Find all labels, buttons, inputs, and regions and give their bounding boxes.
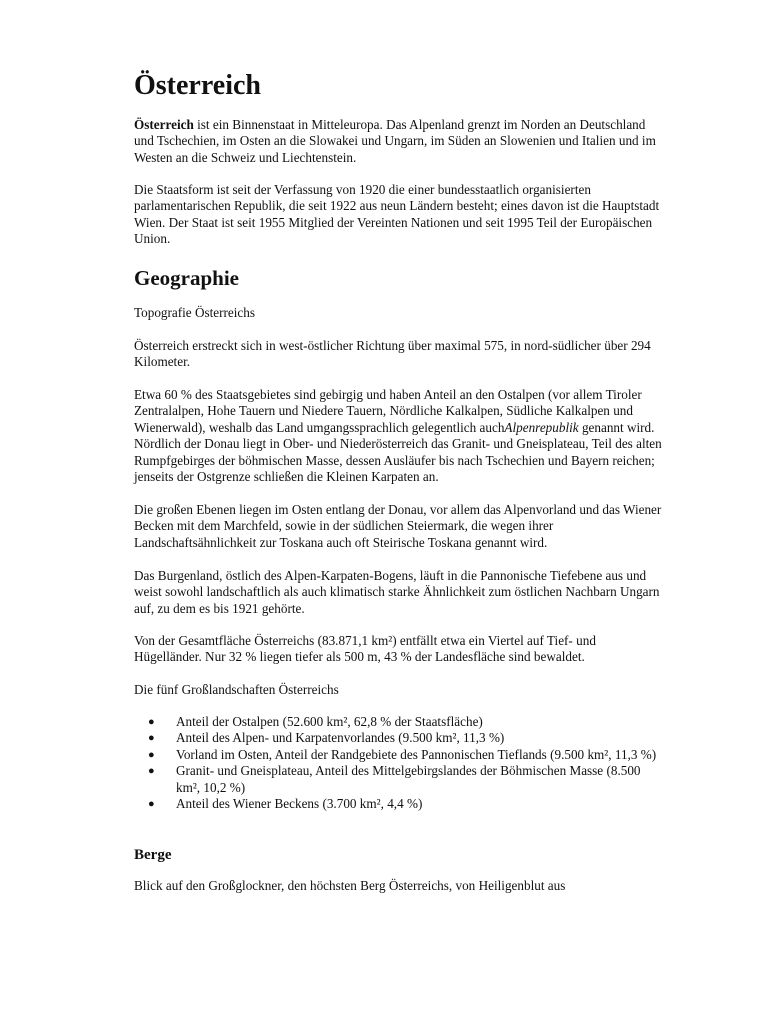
list-item	[134, 747, 662, 763]
page-title: Österreich	[134, 70, 261, 101]
bullet-icon: ●	[148, 716, 155, 728]
list-item	[134, 714, 662, 730]
list-item-text: Anteil der Ostalpen (52.600 km², 62,8 % der Staatsfläche)	[176, 714, 483, 729]
gebirgig-text-before: Etwa 60 % des Staatsgebietes sind gebirgig und haben Anteil an den Ostalpen (vor allem Tiroler Zentralalpen, Hohe Tauern und Niedere Tauern, Nördliche Kalkalpen, Südliche Kalkalpen und Wienerwald), weshalb das Land umgangssprachlich gelegentlich auch	[134, 387, 642, 435]
intro-paragraph	[134, 117, 662, 166]
list-item	[134, 796, 662, 812]
list-item-text: Granit- und Gneisplateau, Anteil des Mittelgebirgslandes der Böhmischen Masse (8.500 km², 10,2 %)	[176, 763, 641, 795]
bullet-icon: ●	[148, 748, 155, 761]
list-item-text: Vorland im Osten, Anteil der Randgebiete des Pannonischen Tieflands (9.500 km², 11,3 %)	[176, 746, 657, 762]
intro-text: ist ein Binnenstaat in Mitteleuropa. Das Alpenland grenzt im Norden an Deutschland und Tschechien, im Osten an die Slowakei und Ungarn, im Süden an Slowenien und Italien und im Westen an die Schweiz und Liechtenstein.	[134, 117, 656, 165]
intro-bold-term: Österreich	[134, 117, 194, 132]
staatsform-paragraph: Die Staatsform ist seit der Verfassung von 1920 die einer bundesstaatlich organisierten parlamentarischen Republik, die seit 1922 aus neun Ländern besteht; eines davon ist die Hauptstadt Wien. Der Staat ist seit 1955 Mitglied der Vereinten Nationen und seit 1995 Teil der Europäischen Union.	[134, 182, 660, 247]
grosslandschaften-list	[134, 714, 662, 812]
ausdehnung-paragraph: Österreich erstreckt sich in west-östlicher Richtung über maximal 575, in nord-südlicher über 294 Kilometer.	[134, 338, 651, 370]
list-item	[134, 763, 662, 796]
grossglockner-caption: Blick auf den Großglockner, den höchsten Berg Österreichs, von Heiligenblut aus	[134, 878, 566, 893]
grosslandschaften-caption: Die fünf Großlandschaften Österreichs	[134, 682, 339, 697]
burgenland-paragraph: Das Burgenland, östlich des Alpen-Karpaten-Bogens, läuft in die Pannonische Tiefebene aus und weist sowohl landschaftlich als auch klimatisch starke Ähnlichkeit zum östlichen Nachbarn Ungarn auf, zu dem es bis 1921 gehörte.	[134, 568, 660, 616]
list-item-text: Anteil des Alpen- und Karpatenvorlandes (9.500 km², 11,3 %)	[176, 730, 505, 746]
list-item	[134, 730, 662, 746]
geographie-heading: Geographie	[134, 266, 239, 290]
list-item-text: Anteil des Wiener Beckens (3.700 km², 4,4 %)	[176, 796, 423, 812]
bullet-icon: ●	[148, 798, 155, 811]
topografie-caption: Topografie Österreichs	[134, 305, 256, 320]
gebirgig-paragraph	[134, 387, 662, 485]
berge-heading: Berge	[134, 847, 172, 863]
alpenrepublik-term: Alpenrepublik	[504, 419, 579, 435]
ebenen-paragraph: Die großen Ebenen liegen im Osten entlang der Donau, vor allem das Alpenvorland und das Wiener Becken mit dem Marchfeld, sowie in der südlichen Steiermark, die wegen ihrer Landschaftsähnlichkeit zur Toskana auch oft Steirische Toskana genannt wird.	[134, 502, 662, 550]
gebirgig-text-after: genannt wird. Nördlich der Donau liegt in Ober- und Niederösterreich das Granit- und Gneisplateau, Teil des alten Rumpfgebirges der böhmischen Masse, dessen Ausläufer bis nach Tschechien und Bayern reichen; jenseits der Ostgrenze schließen die Kleinen Karpaten an.	[134, 419, 662, 485]
gesamtflaeche-paragraph: Von der Gesamtfläche Österreichs (83.871,1 km²) entfällt etwa ein Viertel auf Tief- und Hügelländer. Nur 32 % liegen tiefer als 500 m, 43 % der Landesfläche sind bewaldet.	[134, 633, 596, 665]
bullet-icon: ●	[148, 732, 155, 745]
bullet-icon: ●	[148, 765, 155, 778]
